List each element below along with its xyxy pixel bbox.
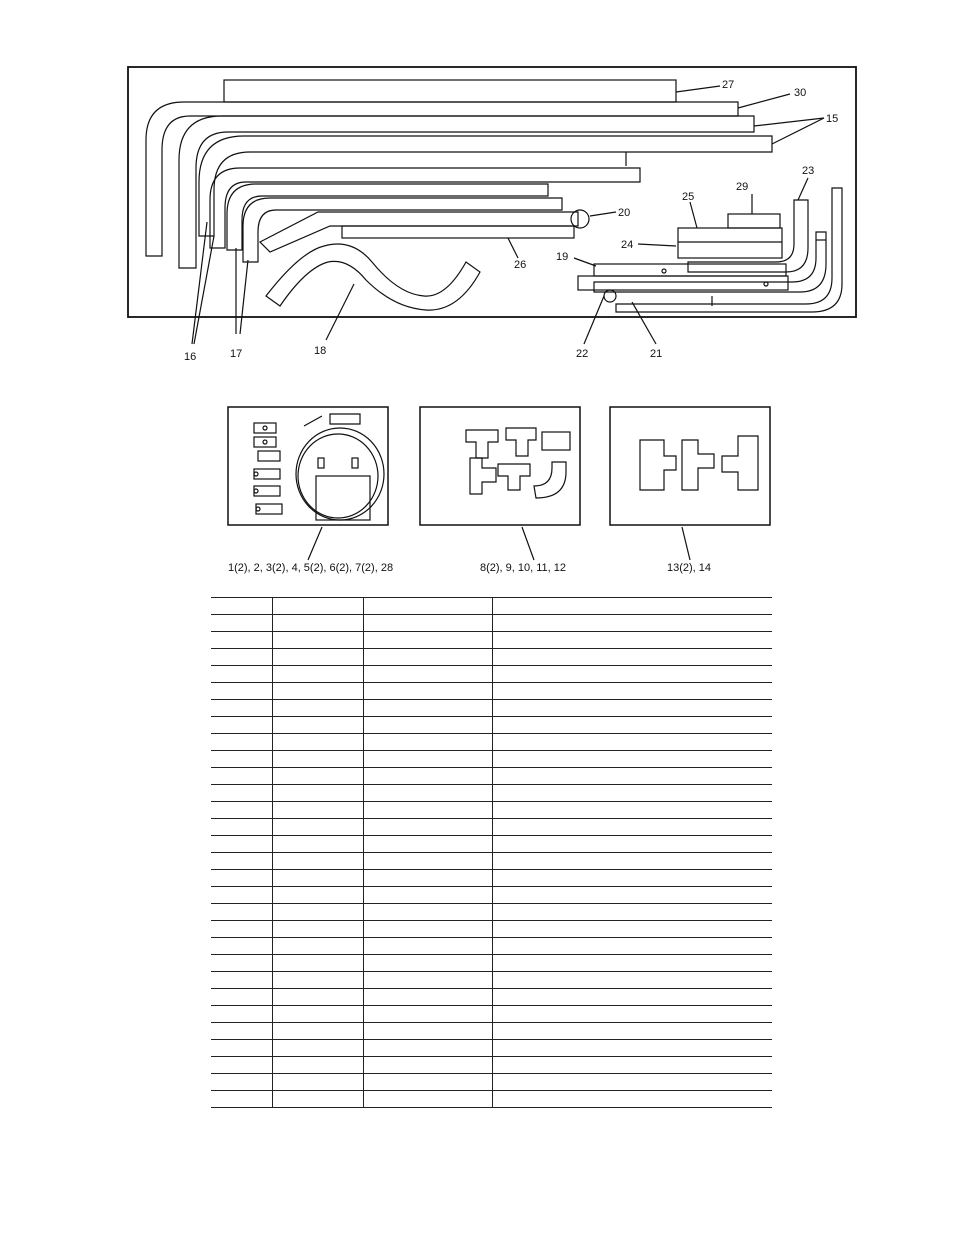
table-row (211, 904, 772, 921)
callout-22: 22 (576, 348, 589, 360)
table-row (211, 598, 772, 615)
table-cell (272, 836, 363, 853)
table-cell (211, 632, 272, 649)
table-cell (363, 768, 492, 785)
table-cell (272, 649, 363, 666)
callout-26: 26 (514, 259, 527, 271)
table-cell (363, 802, 492, 819)
table-cell (363, 819, 492, 836)
callout-27: 27 (722, 79, 735, 91)
bent-tube-30 (146, 102, 738, 256)
table-cell (272, 1091, 363, 1108)
table-cell (211, 802, 272, 819)
table-cell (272, 921, 363, 938)
table-cell (211, 1006, 272, 1023)
table-row (211, 1057, 772, 1074)
table-cell (492, 870, 772, 887)
tube-27 (224, 80, 676, 102)
callout-29: 29 (736, 181, 749, 193)
table-cell (363, 700, 492, 717)
j-tube-23 (688, 200, 808, 272)
bent-tube-17a (227, 184, 548, 250)
parts-kit-illustration (0, 0, 954, 600)
table-cell (272, 1006, 363, 1023)
table-cell (492, 751, 772, 768)
table-cell (492, 938, 772, 955)
kit-caption-2: 8(2), 9, 10, 11, 12 (480, 562, 567, 574)
callout-21: 21 (650, 348, 663, 360)
table-cell (492, 1023, 772, 1040)
table-cell (272, 666, 363, 683)
table-cell (272, 853, 363, 870)
table-cell (492, 921, 772, 938)
table-cell (272, 768, 363, 785)
table-cell (363, 972, 492, 989)
table-row (211, 700, 772, 717)
table-cell (363, 887, 492, 904)
tube-20 (260, 212, 578, 252)
table-cell (272, 734, 363, 751)
table-row (211, 734, 772, 751)
table-cell (363, 598, 492, 615)
table-cell (492, 598, 772, 615)
table-row (211, 666, 772, 683)
table-cell (363, 853, 492, 870)
callout-16: 16 (184, 351, 197, 363)
table-cell (492, 1057, 772, 1074)
parts-list-table (211, 597, 772, 1108)
table-cell (272, 819, 363, 836)
table-cell (211, 666, 272, 683)
table-cell (272, 1057, 363, 1074)
ball-end-20 (571, 210, 589, 228)
table-row (211, 615, 772, 632)
table-cell (492, 734, 772, 751)
table-cell (211, 819, 272, 836)
table-cell (211, 938, 272, 955)
table-cell (211, 615, 272, 632)
kit-caption-1: 1(2), 2, 3(2), 4, 5(2), 6(2), 7(2), 28 (228, 562, 394, 574)
table-cell (363, 989, 492, 1006)
block-29 (728, 214, 780, 228)
table-cell (492, 802, 772, 819)
table-cell (492, 1040, 772, 1057)
table-cell (492, 972, 772, 989)
table-cell (211, 853, 272, 870)
table-cell (272, 887, 363, 904)
table-row (211, 1074, 772, 1091)
table-cell (363, 717, 492, 734)
table-cell (211, 972, 272, 989)
table-row (211, 1006, 772, 1023)
table-cell (492, 887, 772, 904)
table-cell (492, 632, 772, 649)
table-row (211, 632, 772, 649)
tube-19 (594, 264, 786, 276)
hose-18 (266, 244, 480, 310)
table-cell (363, 1091, 492, 1108)
table-row (211, 938, 772, 955)
table-cell (492, 1006, 772, 1023)
table-cell (363, 904, 492, 921)
table-cell (492, 955, 772, 972)
table-row (211, 870, 772, 887)
table-cell (272, 1040, 363, 1057)
kit-panel-2 (420, 407, 580, 525)
table-cell (272, 989, 363, 1006)
table-row (211, 717, 772, 734)
table-cell (363, 1006, 492, 1023)
table-cell (492, 853, 772, 870)
table-row (211, 955, 772, 972)
table-cell (272, 717, 363, 734)
table-cell (363, 683, 492, 700)
table-cell (272, 972, 363, 989)
table-cell (272, 785, 363, 802)
table-cell (363, 615, 492, 632)
table-cell (211, 1057, 272, 1074)
table-cell (272, 955, 363, 972)
bent-tube-15b (199, 136, 772, 236)
table-row (211, 751, 772, 768)
bent-tube-17b (243, 198, 562, 262)
table-cell (211, 989, 272, 1006)
table-cell (272, 700, 363, 717)
table-cell (492, 717, 772, 734)
table-cell (272, 632, 363, 649)
table-row (211, 1023, 772, 1040)
table-cell (211, 1040, 272, 1057)
table-row (211, 836, 772, 853)
bent-tube-16 (210, 168, 640, 248)
table-cell (363, 666, 492, 683)
table-cell (363, 649, 492, 666)
kit-caption-3: 13(2), 14 (667, 562, 712, 574)
table-cell (363, 955, 492, 972)
table-cell (363, 632, 492, 649)
table-cell (211, 683, 272, 700)
table-cell (363, 1074, 492, 1091)
table-cell (211, 870, 272, 887)
tube-26 (342, 226, 574, 238)
table-cell (272, 683, 363, 700)
table-cell (363, 836, 492, 853)
table-cell (211, 1074, 272, 1091)
table-cell (492, 904, 772, 921)
callout-19: 19 (556, 251, 569, 263)
callout-18: 18 (314, 345, 327, 357)
table-cell (272, 751, 363, 768)
table-cell (363, 785, 492, 802)
table-cell (363, 1040, 492, 1057)
table-cell (363, 870, 492, 887)
table-row (211, 853, 772, 870)
table-cell (492, 1074, 772, 1091)
table-cell (363, 751, 492, 768)
table-cell (211, 717, 272, 734)
table-cell (272, 938, 363, 955)
table-cell (211, 955, 272, 972)
table-row (211, 683, 772, 700)
table-row (211, 1091, 772, 1108)
table-cell (211, 768, 272, 785)
table-row (211, 802, 772, 819)
callout-20: 20 (618, 207, 631, 219)
callout-17: 17 (230, 348, 243, 360)
table-row (211, 785, 772, 802)
table-cell (272, 870, 363, 887)
table-cell (492, 1091, 772, 1108)
table-row (211, 1040, 772, 1057)
table-cell (211, 751, 272, 768)
table-cell (211, 1023, 272, 1040)
table-cell (363, 1057, 492, 1074)
table-cell (211, 921, 272, 938)
table-cell (492, 768, 772, 785)
table-row (211, 819, 772, 836)
table-cell (492, 819, 772, 836)
table-cell (211, 836, 272, 853)
table-row (211, 649, 772, 666)
table-cell (492, 700, 772, 717)
table-cell (272, 904, 363, 921)
table-cell (363, 938, 492, 955)
table-cell (272, 1023, 363, 1040)
table-cell (363, 1023, 492, 1040)
callout-23: 23 (802, 165, 815, 177)
table-cell (492, 836, 772, 853)
kit-panel-3 (610, 407, 770, 525)
table-cell (363, 734, 492, 751)
table-row (211, 768, 772, 785)
table-cell (492, 683, 772, 700)
table-cell (492, 666, 772, 683)
table-cell (211, 649, 272, 666)
callout-30: 30 (794, 87, 807, 99)
table-cell (492, 989, 772, 1006)
table-cell (211, 904, 272, 921)
table-cell (211, 700, 272, 717)
table-cell (492, 785, 772, 802)
table-row (211, 972, 772, 989)
table-row (211, 887, 772, 904)
table-cell (272, 1074, 363, 1091)
table-cell (272, 802, 363, 819)
table-cell (272, 615, 363, 632)
tube-22 (578, 276, 788, 290)
callout-25: 25 (682, 191, 695, 203)
callout-24: 24 (621, 239, 634, 251)
block-24 (678, 228, 782, 258)
table-cell (211, 1091, 272, 1108)
table-cell (211, 887, 272, 904)
table-cell (211, 785, 272, 802)
table-cell (492, 615, 772, 632)
table-cell (272, 598, 363, 615)
table-cell (363, 921, 492, 938)
table-cell (211, 598, 272, 615)
table-cell (492, 649, 772, 666)
table-cell (211, 734, 272, 751)
table-row (211, 989, 772, 1006)
callout-15: 15 (826, 113, 839, 125)
table-row (211, 921, 772, 938)
